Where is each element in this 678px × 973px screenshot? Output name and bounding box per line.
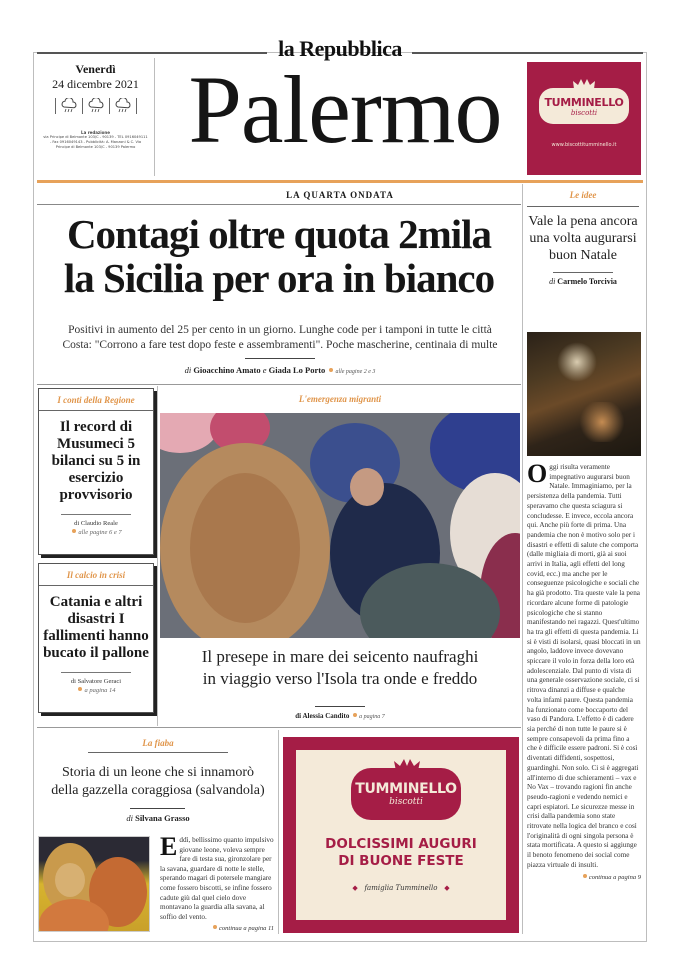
caption-line-2: in viaggio verso l'Isola tra onde e freddo	[202, 669, 478, 688]
ad-message-line-1: DOLCISSIMI AUGURI	[325, 836, 477, 852]
bottom-section-rule	[37, 727, 521, 728]
ad-brand: TUMMINELLO	[544, 96, 624, 109]
fiaba-label: La fiaba	[142, 738, 174, 748]
sidebox-rule	[61, 514, 131, 515]
opinion-rule	[527, 206, 639, 207]
fiaba-rule	[88, 752, 228, 753]
page-ref[interactable]: a pagina 7	[359, 714, 385, 720]
sidebox-regione[interactable]	[38, 388, 154, 555]
fiaba-title-line-2: della gazzella coraggiosa (salvandola)	[51, 783, 265, 798]
ornament-icon: ◆	[352, 884, 358, 892]
bottom-divider	[278, 730, 279, 934]
byline-prefix: di	[549, 277, 556, 286]
author-1: Gioacchino Amato	[193, 365, 261, 375]
fiaba-title-line-1: Storia di un leone che si innamorò	[61, 765, 255, 780]
byline-rule	[315, 706, 365, 707]
fiaba-body-text: ddì, bellissimo quanto impulsivo giovane leone, voleva sempre fare di testa sua, gironzolare per la savana, guardare di notte le stelle, sperando magari di potersele mangiare come fossero biscotti, se infine fossero cadute giù dal quel cielo dove montavano la guardia alla savana, al soffio del vento.	[160, 836, 274, 921]
continue-text: continua a pagina 9	[588, 873, 641, 881]
byline-joiner: e	[262, 365, 267, 375]
sidebox-label: Il calcio in crisi	[39, 564, 153, 586]
sidebox-rule	[61, 672, 131, 673]
rain-cloud-icon	[114, 98, 132, 114]
ad-sub: biscotti	[389, 797, 423, 807]
lead-summary	[50, 323, 510, 353]
opinion-body-text: ggi risulta veramente impegnativo augurarsi buon Natale. Immaginiamo, per la persistenza della pandemia. Tutti speravamo che questa sciagura si concludesse. E invece, eccola ancora qui. Anche più forte di prima. Una pandemia che non è motivo solo per i disastri e effetti di salute che comporta (dalle migliaia di morti, già ai suoi arrivi in Italia, agli effetti del long covid, ecc.) ma anche per le conseguenze psicologiche e sociali che ha già prodotto. Tra queste vale la pena ricordare alcune forme di patologie psicologiche che si stanno manifestando nei ragazzi. Quest'ultimo ha tra gli effetti di questa pandemia. Li si è visti di isolarsi, quasi bloccati in un angolo, laddove invece dovevano spiccare il volo in forza della loro età adolescenziale. Dal punto di vista di una generale osservazione sociale, ci si ritrova dinanzi a diffuse e qualche volta infami paure. Questa pandemia ha funzionato come boccaporto del vaso di Pandora. L'effetto è di cadere sia perché di non tutte le paure si è sempre consapevoli da prima fino a che è difficile essere padroni. Si è così diventati diffidenti, sospettosi, guardinghi. Non solo. Ci si è aggregati all'interno di due schieramenti – vax e No Vax – trovando ragioni fin anche pseudo-ragioni e vedendo nemici e capri espiatori. Le sicurezze messe in crisi dalla pandemia sono state ritrovate nella logica del branco e così l'originalità di ogni singola persona è stata mortificata. A questo si aggiunge il benoto fenomeno dei social come piazza virtuale di insulti.	[527, 463, 641, 869]
page-ref: alle pagine 6 e 7	[78, 529, 122, 536]
sidebox-label: I conti della Regione	[39, 389, 153, 411]
ad-tumminello-top[interactable]	[527, 62, 641, 175]
continue-link[interactable]	[160, 924, 274, 934]
lead-headline[interactable]	[40, 212, 518, 300]
date-full: 24 dicembre 2021	[52, 77, 139, 91]
dropcap: O	[527, 459, 548, 488]
ad-message-line-2: DI BUONE FESTE	[338, 853, 464, 869]
opinion-title[interactable]: Vale la pena ancora una volta augurarsi buon Natale	[528, 214, 638, 263]
lead-kicker: LA QUARTA ONDATA	[286, 190, 394, 200]
headline-line-2: la Sicilia per ora in bianco	[63, 255, 495, 301]
fiaba-body	[160, 832, 274, 934]
photo-story-label: L'emergenza migranti	[298, 394, 382, 404]
continue-link[interactable]	[527, 873, 641, 883]
lion-gazelle-illustration	[38, 836, 150, 932]
photo-byline	[200, 712, 480, 720]
fiaba-title[interactable]	[38, 764, 278, 800]
bullet-icon	[583, 874, 587, 878]
byline-rule	[130, 808, 185, 809]
ad-sub: biscotti	[570, 109, 598, 117]
summary-line-2: Costa: "Corrono a fare test dopo feste e assembramenti". Poche mascherine, centinaia di multe	[62, 339, 498, 351]
dropcap: E	[160, 832, 178, 861]
sidebox-byline: di Claudio Reale	[74, 520, 118, 527]
ad-brand: TUMMINELLO	[355, 781, 457, 797]
opinion-author: Carmelo Torcivia	[557, 277, 617, 286]
bullet-icon	[213, 925, 217, 929]
date-weather-box	[37, 58, 155, 176]
nativity-painting-image	[527, 332, 641, 456]
sidebox-calcio[interactable]	[38, 563, 154, 713]
fiaba-byline	[40, 813, 276, 823]
fiaba-author: Silvana Grasso	[135, 813, 190, 823]
date-day: Venerdì	[75, 62, 116, 76]
weather-strip	[37, 98, 154, 114]
sidebox-title: Il record di Musumeci 5 bilanci su 5 in esercizio provvisorio	[51, 419, 141, 503]
sidebox-title: Catania e altri disastri I fallimenti hanno bucato il pallone	[43, 594, 149, 661]
sidebox-ref	[39, 528, 153, 537]
page-ref: a pagina 14	[84, 687, 116, 694]
left-column-divider	[157, 386, 158, 726]
redazione-text: via Principe di Belmonte 103/C - 90139 - TEL 0916049111 - Fax 0916049143 - Pubblicità: A. Manzoni & C. Via Principe di Belmonte 103/C - 90139 Palermo	[43, 135, 148, 150]
rain-cloud-icon	[87, 98, 105, 114]
author-2: Giada Lo Porto	[268, 365, 326, 375]
summary-line-1: Positivi in aumento del 25 per cento in un giorno. Lunghe code per i tamponi in tutte le città	[68, 324, 492, 336]
opinion-label: Le idee	[569, 190, 597, 200]
ad-badge	[539, 88, 629, 124]
bullet-icon	[78, 687, 82, 691]
photo-author: di Alessia Candito	[295, 712, 350, 720]
masthead-rule-left	[37, 52, 267, 54]
headline-line-1: Contagi oltre quota 2mila	[66, 211, 492, 257]
page-ref[interactable]: alle pagine 2 e 3	[335, 369, 376, 375]
lead-bottom-rule	[37, 384, 521, 385]
redazione-title: La redazione	[81, 130, 110, 135]
sidebox-ref	[39, 686, 153, 695]
sidebox-byline: di Salvatore Geraci	[70, 678, 122, 685]
masthead-divider	[37, 180, 643, 183]
byline-prefix: di	[184, 365, 192, 375]
photo-caption[interactable]	[165, 646, 515, 690]
byline-rule	[245, 358, 315, 359]
bullet-icon	[353, 713, 357, 717]
masthead-rule-right	[412, 52, 643, 54]
opinion-byline-rule	[553, 272, 613, 273]
continue-text: continua a pagina 11	[219, 925, 274, 933]
migrants-photo[interactable]	[160, 413, 520, 638]
ad-inner	[294, 748, 508, 922]
ornament-icon: ◆	[444, 884, 450, 892]
city-title: Palermo	[188, 56, 502, 163]
brand-logo: la Repubblica	[278, 36, 402, 61]
rain-cloud-icon	[60, 98, 78, 114]
caption-line-1: Il presepe in mare dei seicento naufraghi	[201, 647, 479, 666]
opinion-body	[527, 459, 641, 882]
ad-url[interactable]: www.biscottitumminello.it	[551, 142, 617, 148]
right-column-divider	[522, 184, 523, 934]
bullet-icon	[72, 529, 76, 533]
lead-byline	[60, 365, 500, 375]
kicker-rule	[37, 204, 521, 205]
ad-tumminello-bottom[interactable]	[283, 737, 519, 933]
ad-message	[296, 836, 506, 870]
byline-prefix: di	[126, 813, 133, 823]
redazione-info	[43, 130, 148, 150]
opinion-column	[523, 184, 643, 286]
ad-badge	[351, 768, 461, 820]
opinion-byline	[523, 277, 643, 286]
bullet-icon	[329, 368, 333, 372]
ad-signature	[296, 884, 506, 892]
signature-text: famiglia Tumminello	[364, 884, 438, 892]
